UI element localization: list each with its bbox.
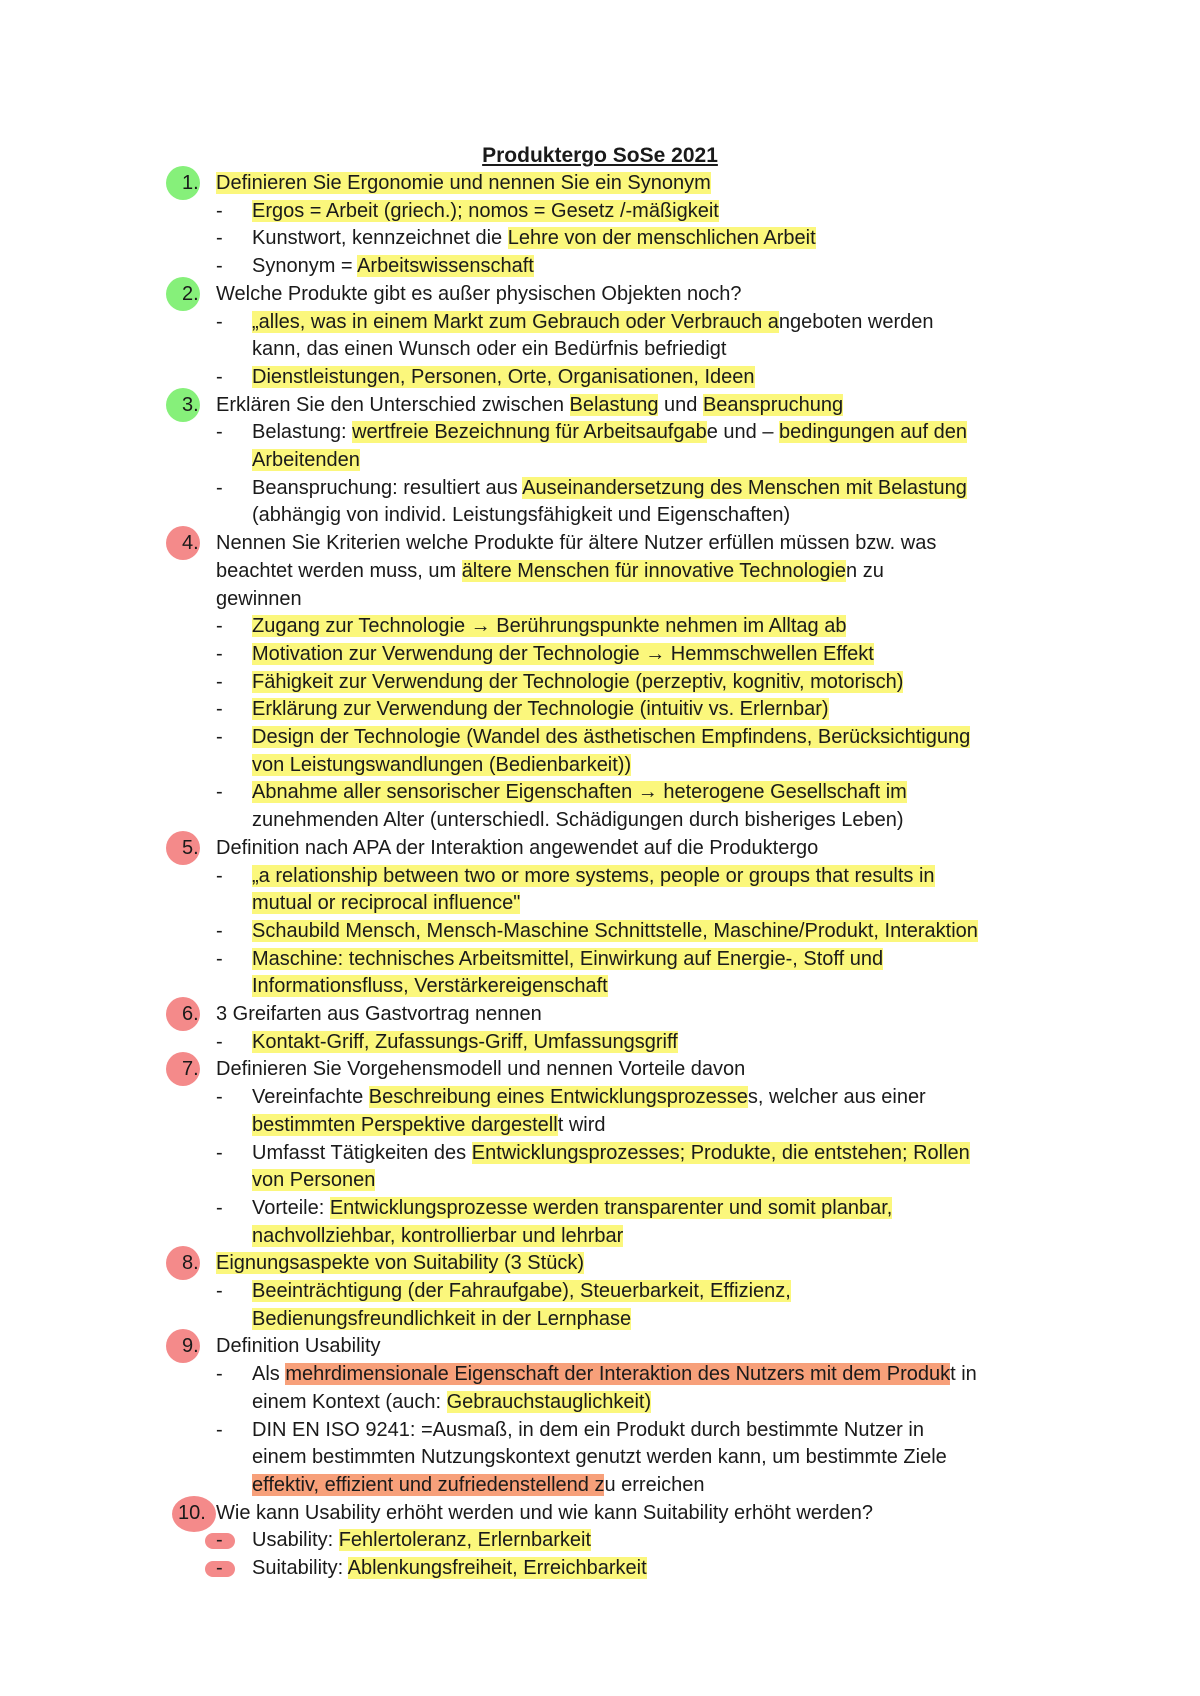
answer-line — [252, 863, 935, 891]
bullet-dash: - — [216, 642, 223, 665]
highlight-yellow: Ergos = Arbeit (griech.); nomos = Gesetz /-mäßigkeit — [252, 199, 719, 222]
question-text: Wie kann Usability erhöht werden und wie kann Suitability erhöht werden? — [216, 1501, 874, 1524]
highlight-yellow: Ablenkungsfreiheit, Erreichbarkeit — [347, 1557, 647, 1579]
bullet-dash: - — [216, 476, 223, 499]
highlight-yellow: Gebrauchstauglichkeit) — [446, 1390, 652, 1413]
highlight-yellow: wertfreie Bezeichnung für Arbeitsaufgab — [352, 421, 707, 444]
highlight-yellow: Beanspruchung — [702, 393, 844, 416]
answer-line: einem bestimmten Nutzungskontext genutzt werden kann, um bestimmte Ziele — [252, 1446, 947, 1469]
highlight-yellow: Dienstleistungen, Personen, Orte, Organisationen, Ideen — [252, 365, 755, 388]
answer-line: DIN EN ISO 9241: =Ausmaß, in dem ein Produkt durch bestimmte Nutzer in — [252, 1418, 924, 1441]
highlight-yellow: nachvollziehbar, kontrollierbar und lehrbar — [252, 1224, 624, 1247]
question-text: Erklären Sie den Unterschied zwischen Belastung und Beanspruchung — [216, 393, 844, 416]
question-number: 2. — [182, 282, 199, 305]
bullet-dash: - — [216, 670, 223, 693]
answer-line — [252, 1167, 375, 1195]
answer-line — [252, 1278, 791, 1306]
highlight-yellow: Entwicklungsprozesses; Produkte, die entstehen; Rollen — [471, 1141, 970, 1164]
answer-line — [252, 918, 978, 946]
highlight-yellow: Motivation zur Verwendung der Technologie → Hemmschwellen Effekt — [252, 642, 874, 665]
answer-line — [252, 973, 608, 1001]
answer-line: Als mehrdimensionale Eigenschaft der Interaktion des Nutzers mit dem Produkt in — [252, 1363, 977, 1386]
answer-line — [252, 779, 907, 807]
bullet-dash: - — [216, 947, 223, 970]
answer-line: kann, das einen Wunsch oder ein Bedürfnis befriedigt — [252, 338, 727, 361]
answer-line: Suitability: Ablenkungsfreiheit, Erreichbarkeit — [252, 1557, 647, 1579]
highlight-yellow: Eignungsaspekte von Suitability (3 Stück) — [216, 1252, 584, 1275]
bullet-dash: - — [216, 781, 223, 804]
answer-line: Vorteile: Entwicklungsprozesse werden transparenter und somit planbar, — [252, 1196, 893, 1219]
highlight-yellow: Belastung — [569, 393, 659, 416]
answer-line: bestimmten Perspektive dargestellt wird — [252, 1113, 606, 1136]
highlight-yellow: Arbeitswissenschaft — [357, 255, 534, 278]
highlight-orange: effektiv, effizient und zufriedenstellend z — [252, 1473, 605, 1496]
highlight-yellow: Auseinandersetzung des Menschen mit Belastung — [522, 476, 967, 499]
highlight-yellow: Kontakt-Griff, Zufassungs-Griff, Umfassungsgriff — [252, 1030, 678, 1053]
bullet-dash: - — [216, 698, 223, 721]
highlight-yellow: bedingungen auf den — [779, 421, 968, 444]
answer-line — [252, 198, 719, 226]
highlight-yellow: Schaubild Mensch, Mensch-Maschine Schnittstelle, Maschine/Produkt, Interaktion — [252, 919, 978, 942]
answer-line: Usability: Fehlertoleranz, Erlernbarkeit — [252, 1529, 592, 1552]
highlight-orange: mehrdimensionale Eigenschaft der Interaktion des Nutzers mit dem Produk — [285, 1363, 951, 1386]
answer-line — [252, 890, 520, 918]
question-text: Definieren Sie Vorgehensmodell und nennen Vorteile davon — [216, 1058, 746, 1081]
highlight-yellow: Zugang zur Technologie → Berührungspunkte nehmen im Alltag ab — [252, 615, 847, 638]
question-text: Welche Produkte gibt es außer physischen Objekten noch? — [216, 282, 742, 305]
question-number: 9. — [182, 1335, 199, 1358]
question-text: Nennen Sie Kriterien welche Produkte für ältere Nutzer erfüllen müssen bzw. was — [216, 532, 937, 555]
question-number: 7. — [182, 1058, 199, 1081]
highlight-yellow: Design der Technologie (Wandel des ästhetischen Empfindens, Berücksichtigung — [252, 726, 971, 748]
bullet-dash: - — [216, 1418, 223, 1441]
highlight-yellow: Maschine: technisches Arbeitsmittel, Einwirkung auf Energie-, Stoff und — [252, 947, 884, 970]
highlight-yellow: von Leistungswandlungen (Bedienbarkeit)) — [252, 753, 632, 776]
answer-line — [252, 641, 874, 669]
highlight-yellow: Arbeitenden — [252, 449, 360, 471]
bullet-dash: - — [216, 1363, 223, 1386]
answer-line — [252, 364, 755, 392]
answer-line — [252, 946, 883, 974]
answer-line: „alles, was in einem Markt zum Gebrauch oder Verbrauch angeboten werden — [252, 310, 934, 333]
bullet-dash: - — [216, 919, 223, 942]
bullet-dash: - — [216, 199, 223, 222]
highlight-yellow: Lehre von der menschlichen Arbeit — [507, 227, 816, 250]
answer-line: Beanspruchung: resultiert aus Auseinandersetzung des Menschen mit Belastung — [252, 476, 967, 499]
question-number: 8. — [182, 1252, 199, 1275]
answer-line: zunehmenden Alter (unterschiedl. Schädigungen durch bisheriges Leben) — [252, 809, 904, 832]
question-number: 1. — [182, 172, 199, 194]
bullet-dash: - — [216, 1529, 223, 1552]
question-text: beachtet werden muss, um ältere Menschen für innovative Technologien zu — [216, 559, 884, 582]
answer-line — [252, 669, 903, 697]
question-number: 3. — [182, 393, 199, 416]
answer-line: Kunstwort, kennzeichnet die Lehre von der menschlichen Arbeit — [252, 227, 816, 250]
bullet-dash: - — [216, 726, 223, 748]
answer-line: Belastung: wertfreie Bezeichnung für Arbeitsaufgabe und – bedingungen auf den — [252, 421, 968, 444]
highlight-yellow: ältere Menschen für innovative Technologie — [461, 559, 847, 582]
question-number: 5. — [182, 836, 199, 859]
bullet-dash: - — [216, 615, 223, 638]
answer-line — [252, 696, 829, 724]
question-text — [216, 170, 711, 198]
bullet-dash: - — [216, 255, 223, 278]
answer-line: effektiv, effizient und zufriedenstellend zu erreichen — [252, 1473, 705, 1496]
highlight-yellow: Fehlertoleranz, Erlernbarkeit — [338, 1529, 592, 1552]
highlight-yellow: „a relationship between two or more systems, people or groups that results in — [252, 864, 935, 887]
highlight-yellow: bestimmten Perspektive dargestell — [252, 1113, 558, 1136]
bullet-dash: - — [216, 1030, 223, 1053]
answer-line — [252, 1029, 678, 1057]
question-number: 6. — [182, 1003, 199, 1025]
bullet-dash: - — [216, 365, 223, 388]
question-text: 3 Greifarten aus Gastvortrag nennen — [216, 1003, 542, 1025]
answer-line: Vereinfachte Beschreibung eines Entwicklungsprozesses, welcher aus einer — [252, 1086, 926, 1109]
bullet-dash: - — [216, 227, 223, 250]
highlight-yellow: Fähigkeit zur Verwendung der Technologie (perzeptiv, kognitiv, motorisch) — [252, 670, 904, 693]
highlight-yellow: Entwicklungsprozesse werden transparenter und somit planbar, — [329, 1196, 893, 1219]
question-number: 4. — [182, 532, 199, 555]
highlight-yellow: Erklärung zur Verwendung der Technologie (intuitiv vs. Erlernbar) — [252, 698, 829, 721]
question-text: gewinnen — [216, 587, 302, 610]
highlight-yellow: Informationsfluss, Verstärkereigenschaft — [252, 975, 608, 998]
highlight-yellow: mutual or reciprocal influence" — [252, 892, 521, 915]
bullet-dash: - — [216, 1086, 223, 1109]
highlight-yellow: Definieren Sie Ergonomie und nennen Sie ein Synonym — [216, 172, 711, 194]
highlight-yellow: von Personen — [252, 1169, 376, 1192]
page-title: Produktergo SoSe 2021 — [482, 144, 718, 167]
answer-line: (abhängig von individ. Leistungsfähigkeit und Eigenschaften) — [252, 504, 791, 527]
answer-line — [252, 1223, 623, 1251]
answer-line — [252, 724, 970, 752]
question-text: Definition nach APA der Interaktion angewendet auf die Produktergo — [216, 836, 819, 859]
question-text — [216, 1250, 584, 1278]
answer-line — [252, 1306, 631, 1334]
answer-line: Umfasst Tätigkeiten des Entwicklungsprozesses; Produkte, die entstehen; Rollen — [252, 1141, 970, 1164]
highlight-yellow: Beeinträchtigung (der Fahraufgabe), Steuerbarkeit, Effizienz, — [252, 1280, 791, 1302]
highlight-yellow: „alles, was in einem Markt zum Gebrauch oder Verbrauch a — [252, 310, 779, 333]
bullet-dash: - — [216, 1280, 223, 1302]
question-number: 10. — [178, 1501, 206, 1524]
highlight-yellow: Abnahme aller sensorischer Eigenschaften → heterogene Gesellschaft im — [252, 781, 907, 804]
bullet-dash: - — [216, 1141, 223, 1164]
bullet-dash: - — [216, 864, 223, 887]
answer-line — [252, 447, 360, 475]
bullet-dash: - — [216, 1196, 223, 1219]
answer-line: einem Kontext (auch: Gebrauchstauglichkeit) — [252, 1390, 652, 1413]
answer-line — [252, 613, 846, 641]
highlight-yellow: Beschreibung eines Entwicklungsprozesse — [368, 1086, 748, 1109]
bullet-dash: - — [216, 310, 223, 333]
answer-line: Synonym = Arbeitswissenschaft — [252, 255, 534, 278]
bullet-dash: - — [216, 421, 223, 444]
bullet-dash: - — [216, 1557, 223, 1579]
question-text: Definition Usability — [216, 1335, 381, 1358]
highlight-yellow: Bedienungsfreundlichkeit in der Lernphase — [252, 1307, 632, 1330]
answer-line — [252, 752, 631, 780]
